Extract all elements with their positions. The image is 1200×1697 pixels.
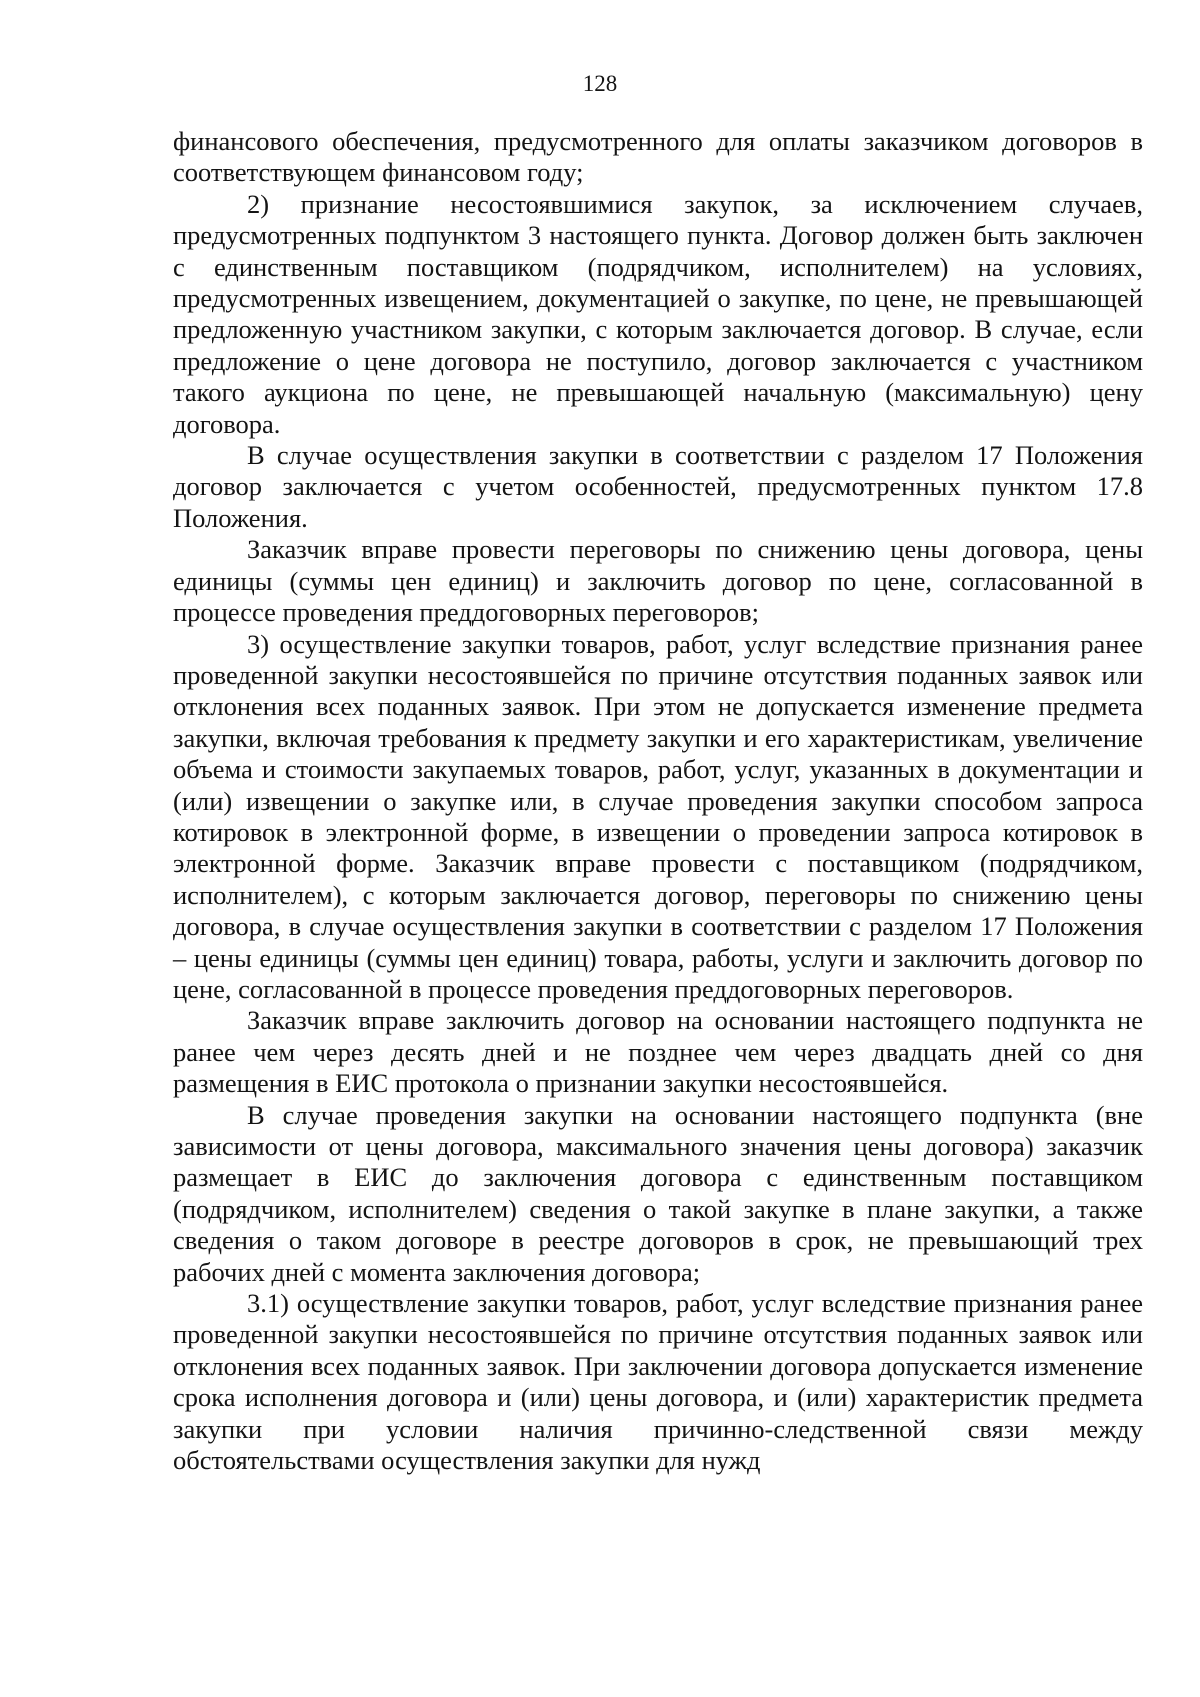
paragraph-item-3: 3) осуществление закупки товаров, работ, услуг вследствие признания ранее проведенной закупки несостоявшейся по причине отсутствия поданных заявок или отклонения всех поданных заявок. При этом не допускается изменение предмета закупки, включая требования к предмету закупки и его характеристикам, увеличение объема и стоимости закупаемых товаров, работ, услуг, указанных в документации и (или) извещении о закупке или, в случае проведения закупки способом запроса котировок в электронной форме, в извещении о проведении запроса котировок в электронной форме. Заказчик вправе провести с поставщиком (подрядчиком, исполнителем), с которым заключается договор, переговоры по снижению цены договора, в случае осуществления закупки в соответствии с разделом 17 Положения – цены единицы (суммы цен единиц) товара, работы, услуги и заключить договор по цене, согласованной в процессе проведения преддоговорных переговоров. bbox=[173, 628, 1143, 1004]
paragraph-item-3-1: 3.1) осуществление закупки товаров, работ, услуг вследствие признания ранее проведенной закупки несостоявшейся по причине отсутствия поданных заявок или отклонения всех поданных заявок. При заключении договора допускается изменение срока исполнения договора и (или) цены договора, и (или) характеристик предмета закупки при условии наличия причинно-следственной связи между обстоятельствами осуществления закупки для нужд bbox=[173, 1288, 1143, 1476]
paragraph-continuation: финансового обеспечения, предусмотренного для оплаты заказчиком договоров в соответствующем финансовом году; bbox=[173, 126, 1143, 188]
paragraph-negotiations: Заказчик вправе провести переговоры по снижению цены договора, цены единицы (суммы цен единиц) и заключить договор по цене, согласованной в процессе проведения преддоговорных переговоров; bbox=[173, 534, 1143, 628]
paragraph-section-17-note: В случае осуществления закупки в соответствии с разделом 17 Положения договор заключается с учетом особенностей, предусмотренных пунктом 17.8 Положения. bbox=[173, 440, 1143, 533]
paragraph-item-2: 2) признание несостоявшимися закупок, за исключением случаев, предусмотренных подпунктом 3 настоящего пункта. Договор должен быть заключен с единственным поставщиком (подрядчиком, исполнителем) на условиях, предусмотренных извещением, документацией о закупке, по цене, не превышающей предложенную участником закупки, с которым заключается договор. В случае, если предложение о цене договора не поступило, договор заключается с участником такого аукциона по цене, не превышающей начальную (максимальную) цену договора. bbox=[173, 188, 1143, 439]
page-number: 128 bbox=[582, 71, 618, 96]
paragraph-contract-timing: Заказчик вправе заключить договор на основании настоящего подпункта не ранее чем через десять дней и не позднее чем через двадцать дней со дня размещения в ЕИС протокола о признании закупки несостоявшейся. bbox=[173, 1005, 1143, 1099]
document-body bbox=[173, 126, 1143, 1476]
paragraph-eis-publication: В случае проведения закупки на основании настоящего подпункта (вне зависимости от цены договора, максимального значения цены договора) заказчик размещает в ЕИС до заключения договора с единственным поставщиком (подрядчиком, исполнителем) сведения о такой закупке в плане закупки, а также сведения о таком договоре в реестре договоров в срок, не превышающий трех рабочих дней с момента заключения договора; bbox=[173, 1099, 1143, 1287]
